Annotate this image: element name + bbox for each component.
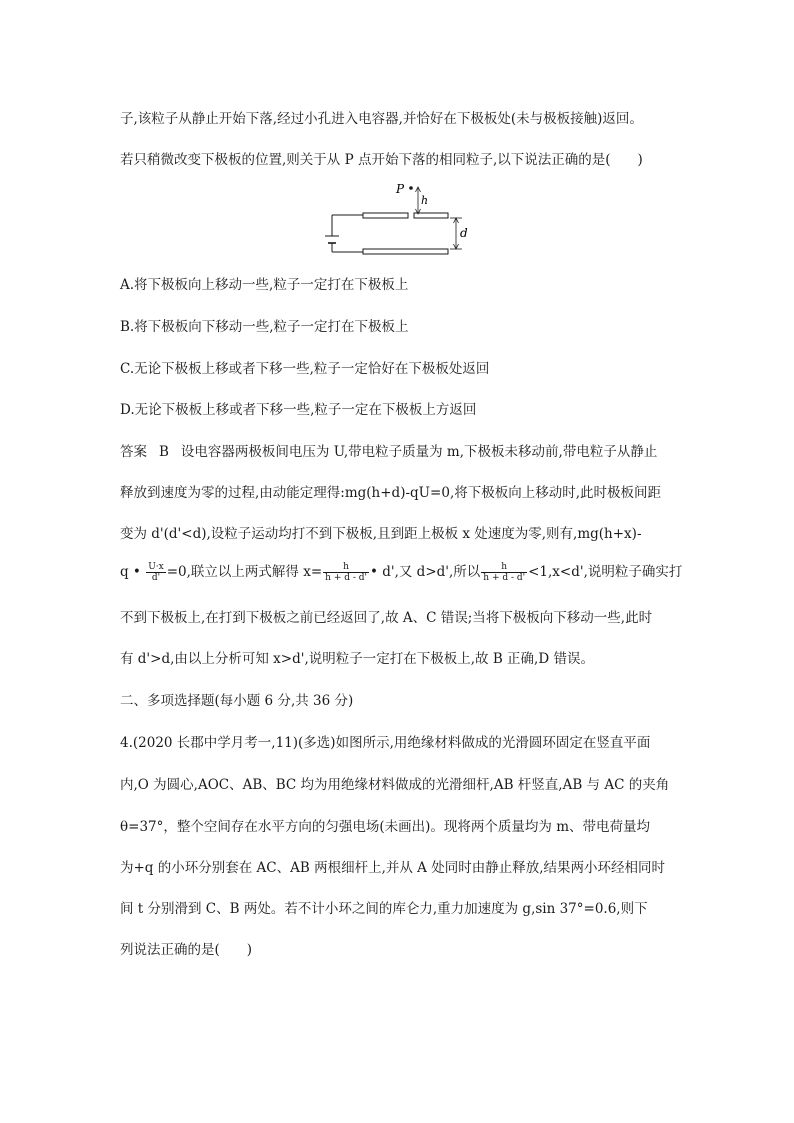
label-p: P <box>396 182 405 196</box>
fraction-3-numerator: h <box>481 562 527 573</box>
answer-value: B <box>159 444 169 460</box>
q4-text-line-6: 列说法正确的是( ) <box>120 942 253 958</box>
fraction-2-denominator: h + d - d' <box>325 573 367 583</box>
upper-plate-right <box>414 213 448 218</box>
lower-plate <box>363 249 448 254</box>
q4-text-line-5: 间 t 分别滑到 C、B 两处。若不计小环之间的库仑力,重力加速度为 g,sin 37°=0.6,则下 <box>120 901 648 917</box>
q4-text-line-4: 为+q 的小环分别套在 AC、AB 两根细杆上,并从 A 处同时由静止释放,结果两小环经相同时 <box>120 860 665 876</box>
q3-text-line-1: 子,该粒子从静止开始下落,经过小孔进入电容器,并恰好在下极板处(未与极板接触)返回。 <box>120 111 643 127</box>
fraction-ux-over-d <box>146 562 166 583</box>
q4-text-line-3: θ=37°，整个空间存在水平方向的匀强电场(未画出)。现将两个质量均为 m、带电荷量均 <box>120 819 650 835</box>
answer-line-5: 不到下极板上,在打到下极板之前已经返回了,故 A、C 错误;当将下极板向下移动一些,此时 <box>120 610 653 626</box>
answer-line-3: 变为 d'(d'<d),设粒子运动均打不到下极板,且到距上极板 x 处速度为零,则有,mg(h+x)- <box>120 526 642 542</box>
q3-text-line-2: 若只稍微改变下极板的位置,则关于从 P 点开始下落的相同粒子,以下说法正确的是( ) <box>120 152 643 168</box>
answer-line-4-part-a: q • <box>120 564 141 580</box>
option-d: D.无论下极板上移或者下移一些,粒子一定在下极板上方返回 <box>120 402 477 418</box>
upper-plate-left <box>363 213 408 218</box>
label-h: h <box>421 194 429 207</box>
answer-line-4-part-d: <1,x<d',说明粒子确实打 <box>528 564 683 580</box>
fraction-1-denominator: d' <box>151 573 161 583</box>
answer-line-6: 有 d'>d,由以上分析可知 x>d',说明粒子一定打在下极板上,故 B 正确,D 错误。 <box>120 651 594 667</box>
option-a: A.将下极板向上移动一些,粒子一定打在下极板上 <box>120 277 409 293</box>
fraction-3-denominator: h + d - d' <box>483 573 526 583</box>
answer-line-1 <box>120 443 657 461</box>
section-heading: 二、多项选择题(每小题 6 分,共 36 分) <box>120 693 354 709</box>
q4-text-line-2: 内,O 为圆心,AOC、AB、BC 均为用绝缘材料做成的光滑细杆,AB 杆竖直,AB 与 AC 的夹角 <box>120 777 670 793</box>
fraction-h-over-sum-2 <box>481 562 527 583</box>
option-b: B.将下极板向下移动一些,粒子一定打在下极板上 <box>120 319 409 335</box>
fraction-h-over-sum <box>323 562 369 583</box>
label-d: d <box>460 226 468 240</box>
fraction-1-numerator: U·x <box>148 562 164 572</box>
point-p <box>409 186 413 190</box>
answer-label: 答案 <box>120 444 147 460</box>
capacitor-diagram <box>310 178 480 264</box>
option-c: C.无论下极板上移或者下移一些,粒子一定恰好在下极板处返回 <box>120 361 490 377</box>
answer-line-4-part-b: =0,联立以上两式解得 x= <box>166 564 323 580</box>
q4-text-line-1: 4.(2020 长郡中学月考一,11)(多选)如图所示,用绝缘材料做成的光滑圆环固定在竖直平面 <box>120 735 651 751</box>
answer-text-1: 设电容器两极板间电压为 U,带电粒子质量为 m,下极板未移动前,带电粒子从静止 <box>180 444 658 460</box>
answer-line-4-part-c: • d',又 d>d',所以 <box>369 564 481 580</box>
answer-line-2: 释放到速度为零的过程,由动能定理得:mg(h+d)-qU=0,将下极板向上移动时,此时极板间距 <box>120 485 662 501</box>
fraction-2-numerator: h <box>323 562 369 573</box>
answer-line-4 <box>120 562 682 583</box>
